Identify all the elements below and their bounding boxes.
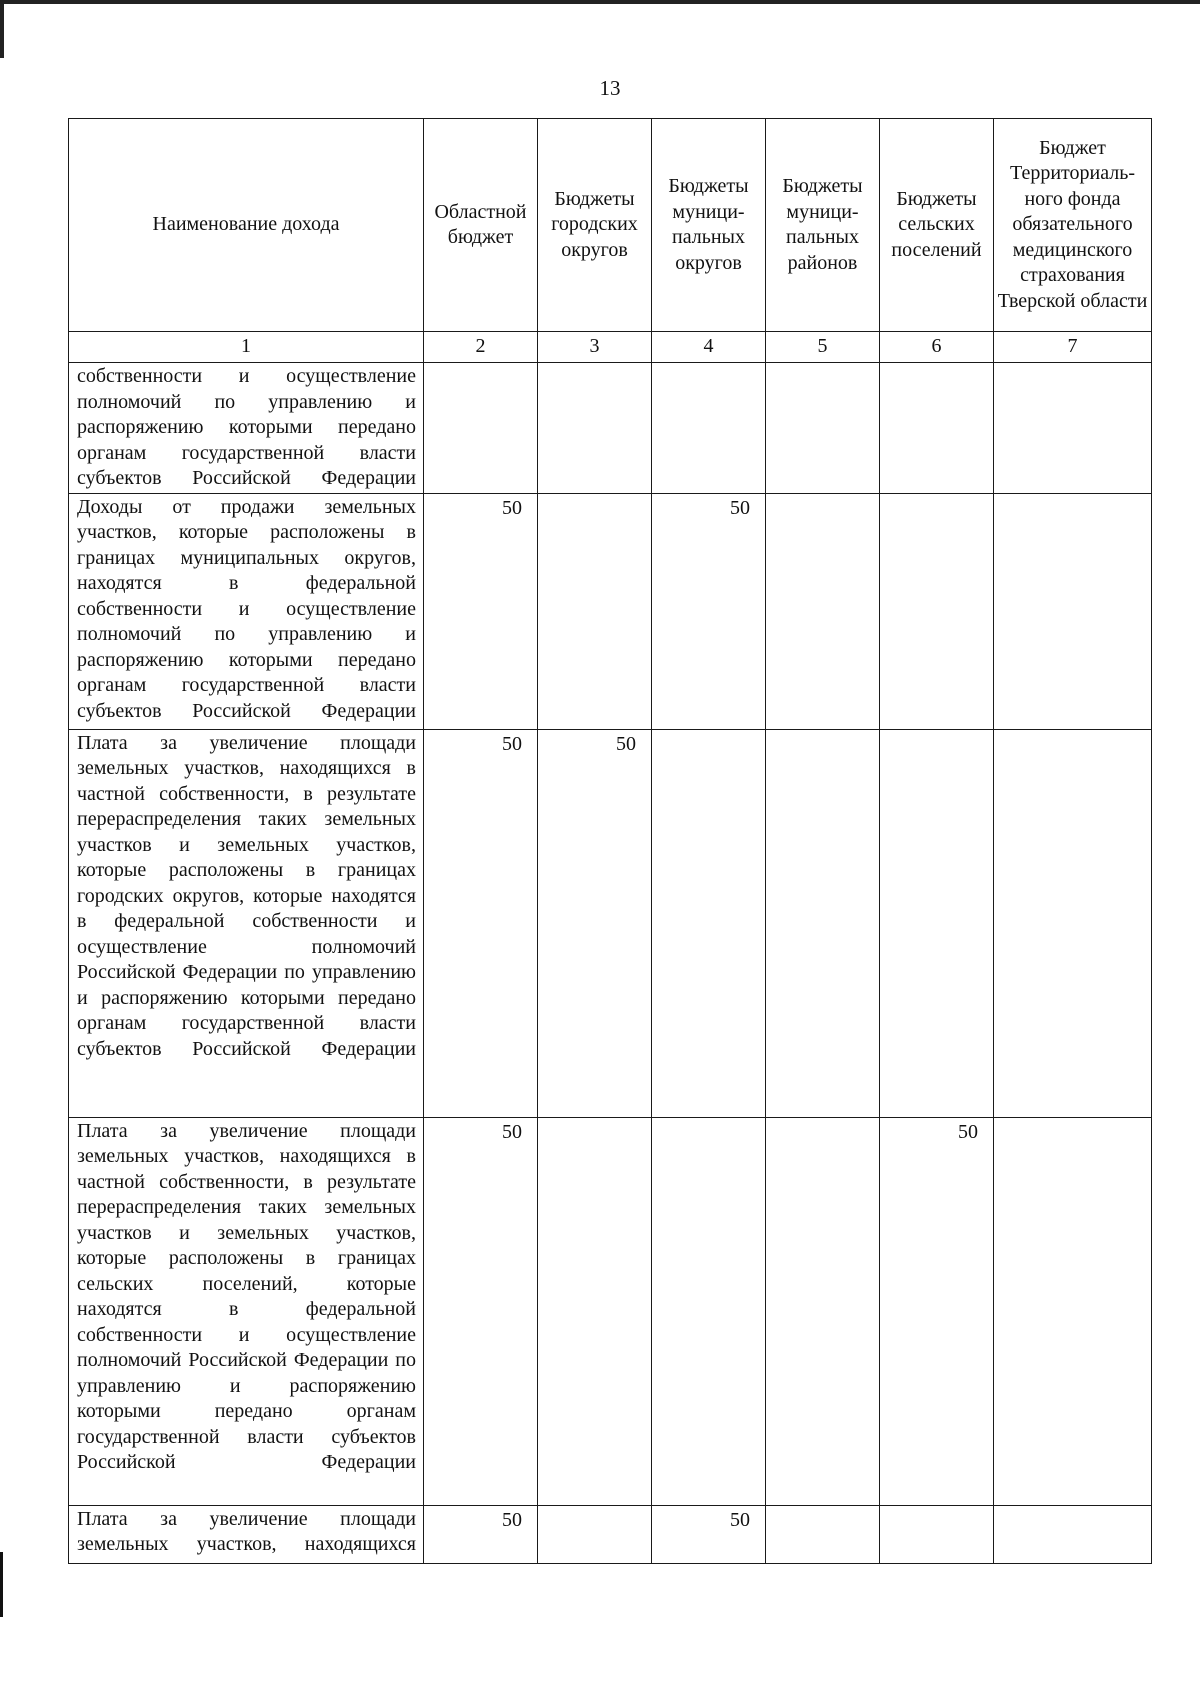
value-medical-insurance-fund-budget xyxy=(994,1505,1152,1563)
value-medical-insurance-fund-budget xyxy=(994,363,1152,494)
value-rural-settlement-budgets xyxy=(880,729,994,1117)
value-medical-insurance-fund-budget xyxy=(994,493,1152,729)
value-regional-budget: 50 xyxy=(424,1117,538,1505)
column-number: 5 xyxy=(766,332,880,363)
column-number: 6 xyxy=(880,332,994,363)
income-distribution-table xyxy=(68,118,1152,1564)
table-row xyxy=(69,493,1152,729)
column-number: 3 xyxy=(538,332,652,363)
column-number: 4 xyxy=(652,332,766,363)
value-municipal-district-budgets xyxy=(652,1117,766,1505)
value-city-district-budgets xyxy=(538,1117,652,1505)
header-rural-settlement-budgets: Бюджеты сельских поселений xyxy=(880,119,994,332)
value-medical-insurance-fund-budget xyxy=(994,729,1152,1117)
header-income-name: Наименование дохода xyxy=(69,119,424,332)
value-municipal-district-budgets xyxy=(652,363,766,494)
value-municipal-area-budgets xyxy=(766,363,880,494)
value-municipal-district-budgets xyxy=(652,729,766,1117)
header-municipal-area-budgets: Бюджеты муници-пальных районов xyxy=(766,119,880,332)
scan-top-edge xyxy=(0,0,1200,4)
income-name-cell: Плата за увеличение площади земельных участков, находящихся в частной собственности, в результате перераспределения таких земельных участков и земельных участков, которые расположены в границах сельских поселений, которые находятся в федеральной собственности и осуществление полномочий Российской Федерации по управлению и распоряжению которыми передано органам государственной власти субъектов Российской Федерации xyxy=(69,1117,424,1505)
income-name-cell: Плата за увеличение площади земельных участков, находящихся xyxy=(69,1505,424,1563)
table-row xyxy=(69,1505,1152,1563)
value-municipal-area-budgets xyxy=(766,1117,880,1505)
table-row xyxy=(69,729,1152,1117)
value-city-district-budgets xyxy=(538,493,652,729)
value-city-district-budgets xyxy=(538,363,652,494)
binding-mark xyxy=(0,1552,3,1617)
table-header-row xyxy=(69,119,1152,332)
value-rural-settlement-budgets: 50 xyxy=(880,1117,994,1505)
column-number: 7 xyxy=(994,332,1152,363)
value-regional-budget: 50 xyxy=(424,1505,538,1563)
value-medical-insurance-fund-budget xyxy=(994,1117,1152,1505)
value-rural-settlement-budgets xyxy=(880,493,994,729)
value-municipal-district-budgets: 50 xyxy=(652,493,766,729)
header-medical-insurance-fund-budget: Бюджет Территориаль-ного фонда обязательного медицинского страхования Тверской области xyxy=(994,119,1152,332)
value-rural-settlement-budgets xyxy=(880,363,994,494)
income-name-cell: Доходы от продажи земельных участков, которые расположены в границах муниципальных округов, находятся в федеральной собственности и осуществление полномочий по управлению и распоряжению которыми передано органам государственной власти субъектов Российской Федерации xyxy=(69,493,424,729)
value-city-district-budgets xyxy=(538,1505,652,1563)
value-regional-budget xyxy=(424,363,538,494)
header-regional-budget: Областной бюджет xyxy=(424,119,538,332)
value-rural-settlement-budgets xyxy=(880,1505,994,1563)
value-regional-budget: 50 xyxy=(424,729,538,1117)
value-municipal-district-budgets: 50 xyxy=(652,1505,766,1563)
header-municipal-district-budgets: Бюджеты муници-пальных округов xyxy=(652,119,766,332)
value-city-district-budgets: 50 xyxy=(538,729,652,1117)
column-number: 1 xyxy=(69,332,424,363)
scan-left-edge xyxy=(0,0,4,58)
column-number-row xyxy=(69,332,1152,363)
value-municipal-area-budgets xyxy=(766,1505,880,1563)
column-number: 2 xyxy=(424,332,538,363)
header-city-district-budgets: Бюджеты городских округов xyxy=(538,119,652,332)
table-row xyxy=(69,363,1152,494)
value-regional-budget: 50 xyxy=(424,493,538,729)
income-name-cell: Плата за увеличение площади земельных участков, находящихся в частной собственности, в результате перераспределения таких земельных участков и земельных участков, которые расположены в границах городских округов, которые находятся в федеральной собственности и осуществление полномочий Российской Федерации по управлению и распоряжению которыми передано органам государственной власти субъектов Российской Федерации xyxy=(69,729,424,1117)
value-municipal-area-budgets xyxy=(766,493,880,729)
table-row xyxy=(69,1117,1152,1505)
page-number: 13 xyxy=(599,76,621,100)
value-municipal-area-budgets xyxy=(766,729,880,1117)
income-name-cell: собственности и осуществление полномочий по управлению и распоряжению которыми передано органам государственной власти субъектов Российской Федерации xyxy=(69,363,424,494)
